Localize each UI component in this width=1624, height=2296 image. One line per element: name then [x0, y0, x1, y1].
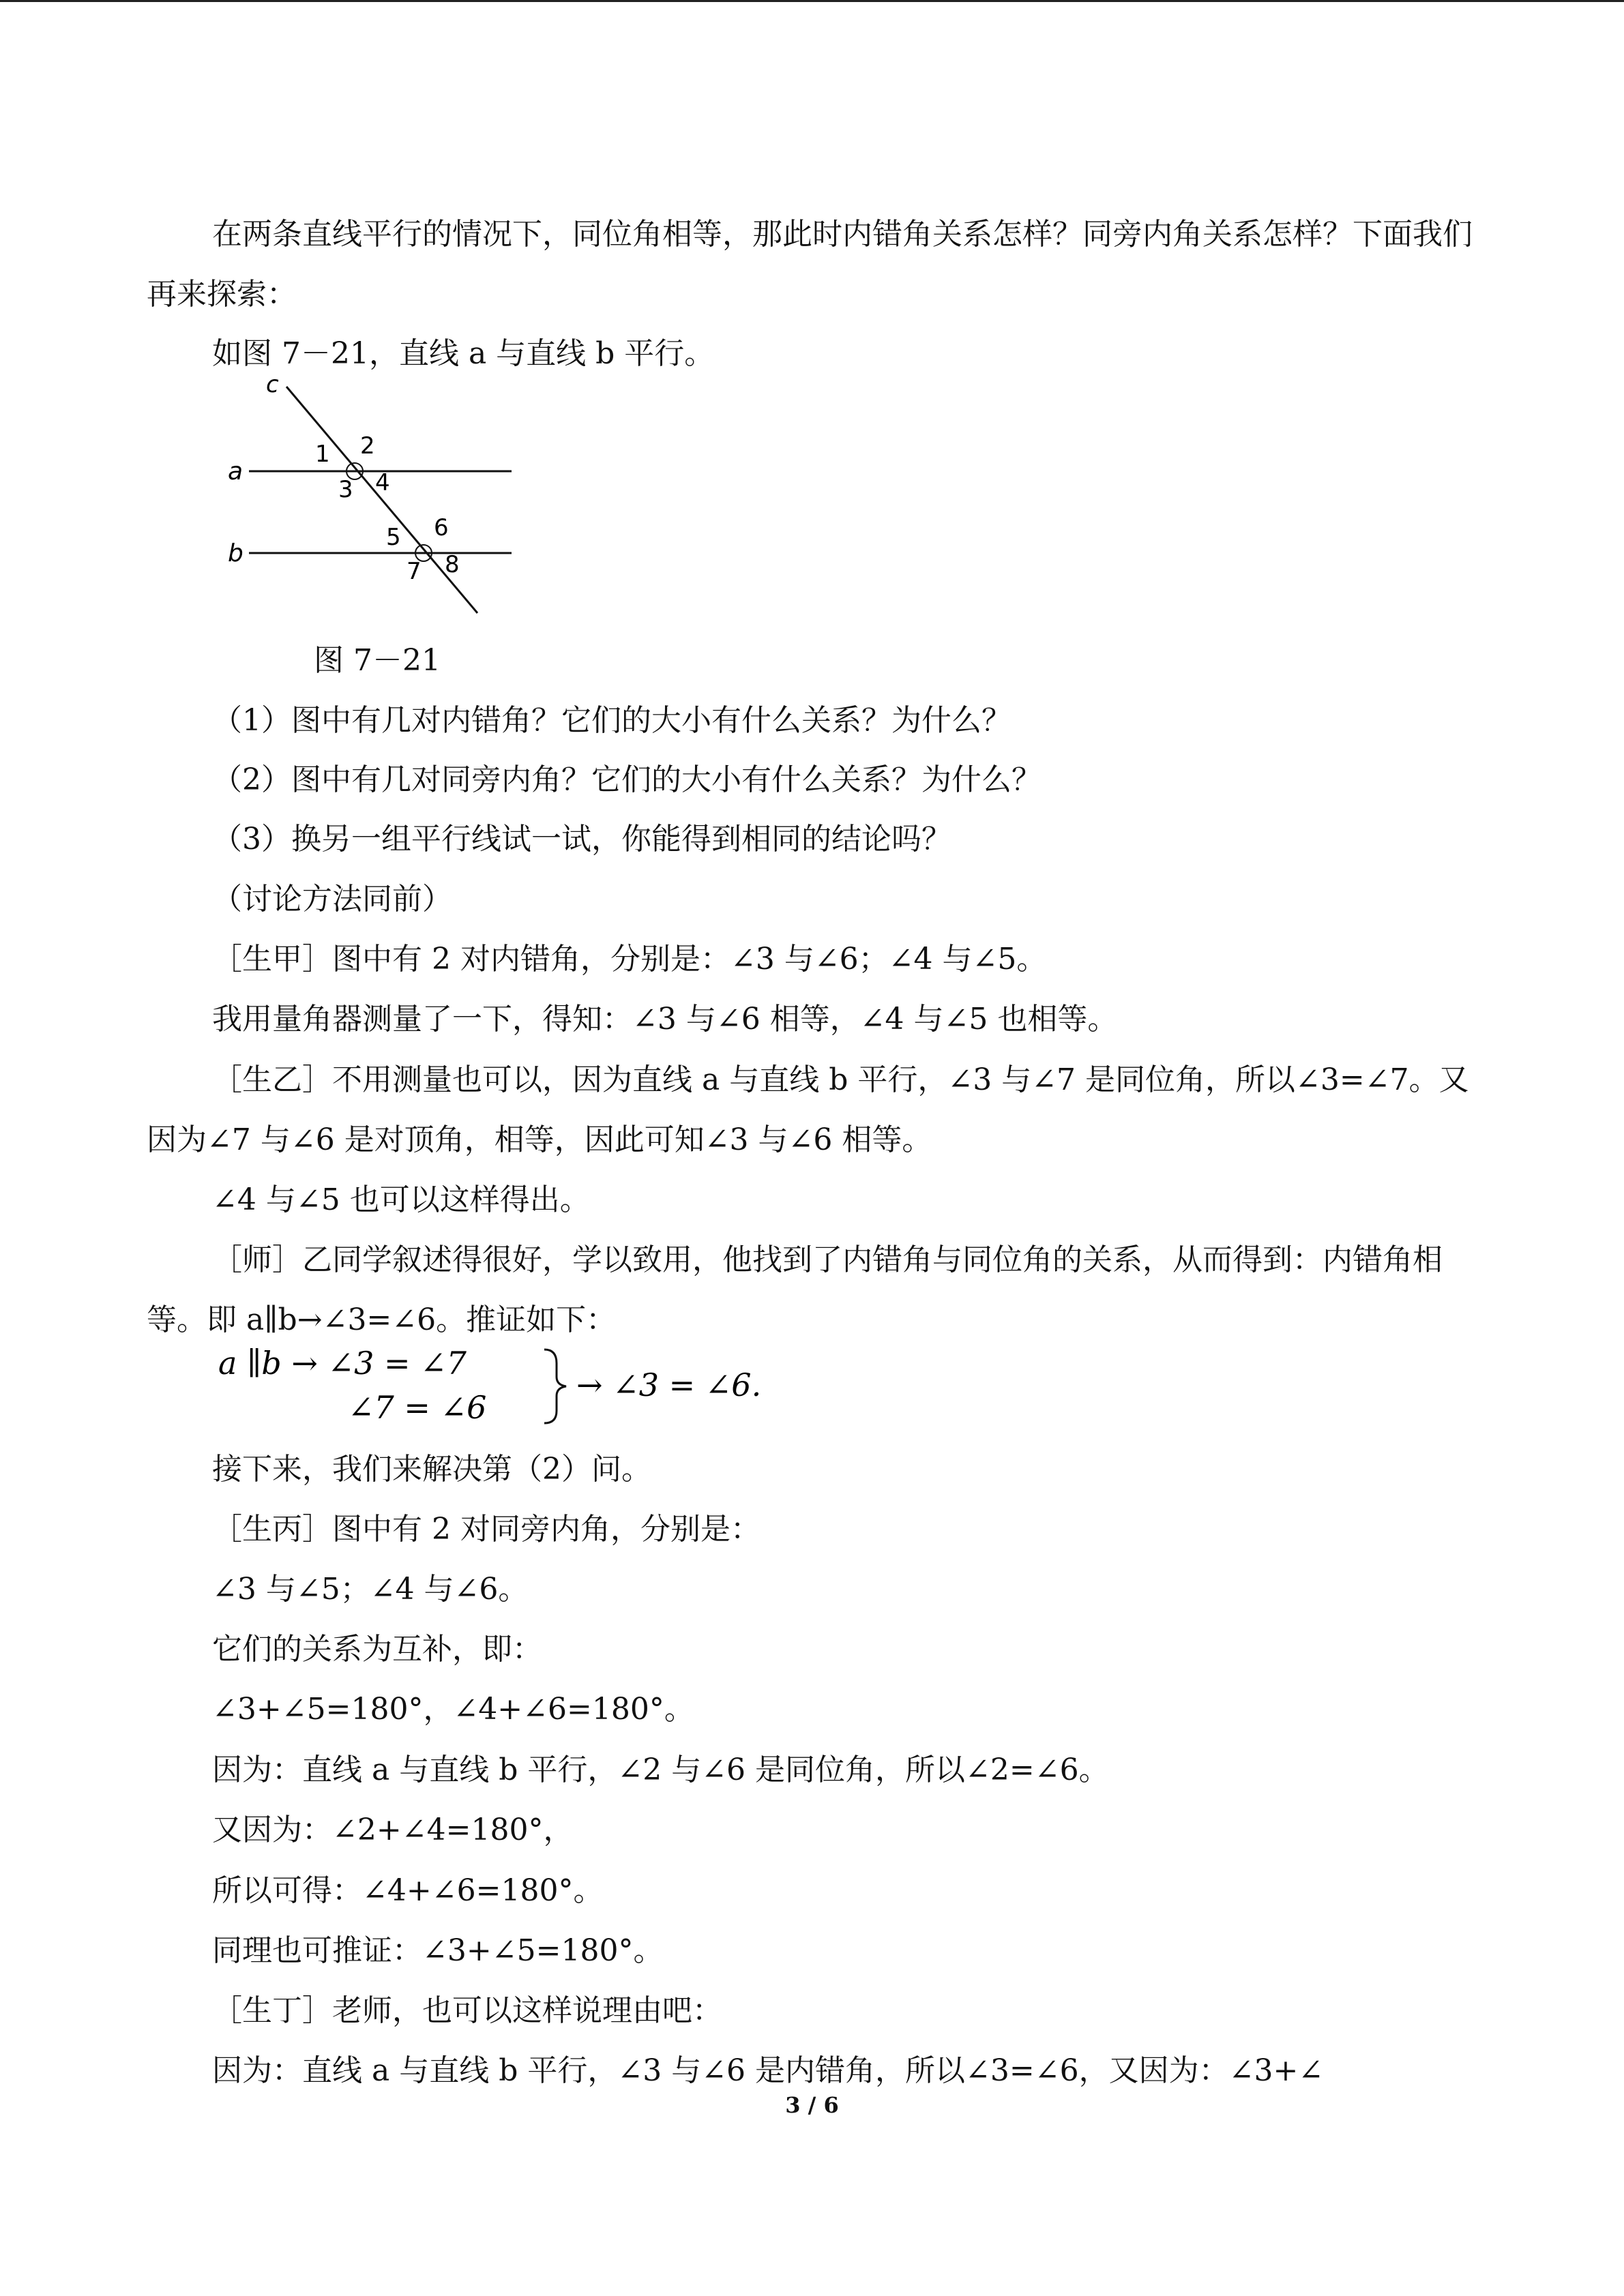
- paragraph-student-b: ［生乙］不用测量也可以，因为直线 a 与直线 b 平行，∠3 与∠7 是同位角，所以∠3=∠7。又因为∠7 与∠6 是对顶角，相等，因此可知∠3 与∠6 相等。: [147, 1062, 1469, 1157]
- angle-label-5: 5: [386, 524, 401, 551]
- paragraph-next: 接下来，我们来解决第（2）问。: [212, 1452, 651, 1487]
- label-a: a: [228, 458, 243, 486]
- label-b: b: [228, 539, 243, 567]
- paragraph-because: 因为：直线 a 与直线 b 平行，∠2 与∠6 是同位角，所以∠2=∠6。: [212, 1753, 1109, 1787]
- angle-label-6: 6: [434, 514, 449, 541]
- paragraph-angle45: ∠4 与∠5 也可以这样得出。: [212, 1182, 590, 1217]
- angle-label-2: 2: [360, 432, 375, 460]
- equation-brace: [544, 1350, 566, 1423]
- page-number: 3 / 6: [785, 2092, 839, 2118]
- equation-result: → ∠3 = ∠6.: [576, 1367, 762, 1403]
- angle-label-3: 3: [338, 476, 353, 503]
- angle-label-8: 8: [445, 551, 460, 578]
- question-2: （2）图中有几对同旁内角？它们的大小有什么关系？为什么？: [212, 762, 1042, 797]
- line-c: [286, 387, 477, 613]
- paragraph-reason: 因为：直线 a 与直线 b 平行，∠3 与∠6 是内错角，所以∠3=∠6，又因为：∠3+∠: [212, 2053, 1324, 2088]
- paragraph-discussion: （讨论方法同前）: [212, 882, 452, 916]
- paragraph-sums: ∠3+∠5=180°，∠4+∠6=180°。: [212, 1692, 694, 1727]
- label-c: c: [266, 372, 279, 398]
- paragraph-relation: 它们的关系为互补，即：: [212, 1632, 542, 1667]
- paragraph-therefore: 所以可得：∠4+∠6=180°。: [212, 1873, 604, 1908]
- proof-equation: [218, 1340, 832, 1429]
- angle-label-1: 1: [315, 441, 330, 468]
- paragraph-also: 又因为：∠2+∠4=180°，: [212, 1813, 574, 1847]
- paragraph-figure-ref: 如图 7－21，直线 a 与直线 b 平行。: [212, 336, 715, 371]
- top-border: [0, 0, 1624, 2]
- paragraph-measure: 我用量角器测量了一下，得知：∠3 与∠6 相等，∠4 与∠5 也相等。: [212, 1002, 1118, 1037]
- figure-caption: 图 7－21: [314, 643, 441, 678]
- paragraph-student-c: ［生丙］图中有 2 对同旁内角，分别是：: [212, 1512, 761, 1547]
- paragraph-teacher: ［师］乙同学叙述得很好，学以致用，他找到了内错角与同位角的关系，从而得到：内错角相等。即 a∥b→∠3=∠6。推证如下：: [147, 1242, 1443, 1337]
- paragraph-student-d: ［生丁］老师，也可以这样说理由吧：: [212, 1993, 722, 2028]
- equation-line-2: ∠7 = ∠6: [348, 1389, 487, 1426]
- angle-label-4: 4: [375, 469, 390, 496]
- angle-label-7: 7: [407, 558, 422, 585]
- paragraph-student-a: ［生甲］图中有 2 对内错角，分别是：∠3 与∠6；∠4 与∠5。: [212, 942, 1047, 976]
- paragraph-intro: 在两条直线平行的情况下，同位角相等，那此时内错角关系怎样？同旁内角关系怎样？下面我们再来探索：: [147, 217, 1473, 312]
- equation-line-1: a ∥b → ∠3 = ∠7: [218, 1345, 467, 1382]
- question-3: （3）换另一组平行线试一试，你能得到相同的结论吗？: [212, 822, 951, 856]
- parallel-lines-figure: [218, 372, 525, 624]
- question-1: （1）图中有几对内错角？它们的大小有什么关系？为什么？: [212, 703, 1012, 738]
- paragraph-pairs: ∠3 与∠5；∠4 与∠6。: [212, 1572, 529, 1607]
- paragraph-similarly: 同理也可推证：∠3+∠5=180°。: [212, 1933, 664, 1968]
